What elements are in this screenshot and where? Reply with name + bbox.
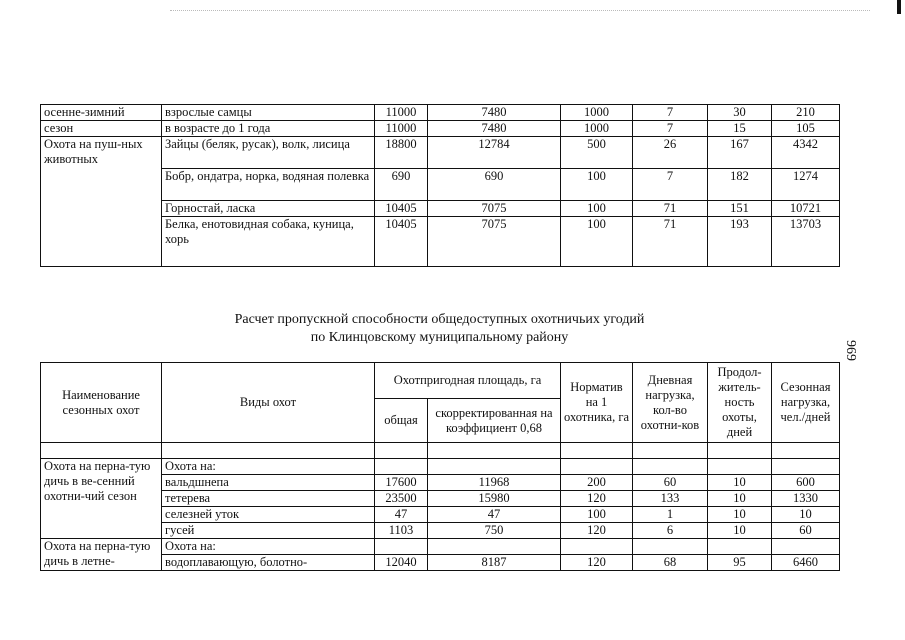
daily-cell: 60 — [633, 475, 708, 491]
header-norm: Норматив на 1 охотника, га — [561, 363, 633, 443]
daily-cell — [633, 459, 708, 475]
total-cell — [375, 539, 428, 555]
seasonal-cell: 10721 — [772, 201, 840, 217]
corrected-cell: 7075 — [428, 217, 561, 267]
seasonal-cell — [772, 459, 840, 475]
total-cell: 10405 — [375, 201, 428, 217]
corrected-cell: 8187 — [428, 555, 561, 571]
duration-cell: 95 — [708, 555, 772, 571]
kind-cell: Белка, енотовидная собака, куница, хорь — [162, 217, 375, 267]
daily-cell: 71 — [633, 217, 708, 267]
total-cell: 1103 — [375, 523, 428, 539]
duration-cell: 15 — [708, 121, 772, 137]
norm-cell: 120 — [561, 555, 633, 571]
corrected-cell: 7480 — [428, 105, 561, 121]
seasonal-cell: 13703 — [772, 217, 840, 267]
norm-cell: 500 — [561, 137, 633, 169]
total-cell: 10405 — [375, 217, 428, 267]
seasonal-cell: 60 — [772, 523, 840, 539]
norm-cell: 100 — [561, 201, 633, 217]
seasonal-cell: 1274 — [772, 169, 840, 201]
kind-cell: водоплавающую, болотно- — [162, 555, 375, 571]
norm-cell: 200 — [561, 475, 633, 491]
duration-cell — [708, 539, 772, 555]
duration-cell: 10 — [708, 475, 772, 491]
table-row — [41, 539, 840, 555]
norm-cell: 1000 — [561, 105, 633, 121]
total-cell: 12040 — [375, 555, 428, 571]
total-cell: 17600 — [375, 475, 428, 491]
seasonal-cell: 4342 — [772, 137, 840, 169]
daily-cell: 1 — [633, 507, 708, 523]
season-cell: осенне-зимний — [41, 105, 162, 121]
corrected-cell: 7075 — [428, 201, 561, 217]
kind-cell: гусей — [162, 523, 375, 539]
seasonal-cell: 600 — [772, 475, 840, 491]
total-cell — [375, 459, 428, 475]
total-cell: 11000 — [375, 121, 428, 137]
duration-cell: 151 — [708, 201, 772, 217]
duration-cell: 167 — [708, 137, 772, 169]
season-cell: Охота на перна-тую дичь в ве-сенний охотни-чий сезон — [41, 459, 162, 539]
kind-cell: Горностай, ласка — [162, 201, 375, 217]
kind-cell: тетерева — [162, 491, 375, 507]
duration-cell: 10 — [708, 491, 772, 507]
daily-cell: 7 — [633, 105, 708, 121]
total-cell: 18800 — [375, 137, 428, 169]
table-row — [41, 459, 840, 475]
table-row — [41, 121, 840, 137]
table-row — [41, 137, 840, 169]
corrected-cell — [428, 459, 561, 475]
seasonal-cell: 105 — [772, 121, 840, 137]
top-hunting-table — [40, 104, 840, 267]
header-corrected: скорректированная на коэффициент 0,68 — [428, 399, 561, 443]
corrected-cell: 7480 — [428, 121, 561, 137]
header-season: Наименование сезонных охот — [41, 363, 162, 443]
kind-cell: в возрасте до 1 года — [162, 121, 375, 137]
kind-cell: взрослые самцы — [162, 105, 375, 121]
corrected-cell: 11968 — [428, 475, 561, 491]
norm-cell: 1000 — [561, 121, 633, 137]
corrected-cell: 690 — [428, 169, 561, 201]
norm-cell: 120 — [561, 523, 633, 539]
kind-cell: Зайцы (беляк, русак), волк, лисица — [162, 137, 375, 169]
daily-cell: 26 — [633, 137, 708, 169]
total-cell: 47 — [375, 507, 428, 523]
page-number: 969 — [843, 340, 858, 361]
duration-cell: 10 — [708, 523, 772, 539]
duration-cell: 10 — [708, 507, 772, 523]
duration-cell: 182 — [708, 169, 772, 201]
norm-cell — [561, 539, 633, 555]
capacity-table — [40, 362, 840, 571]
seasonal-cell: 210 — [772, 105, 840, 121]
season-cell: Охота на перна-тую дичь в летне- — [41, 539, 162, 571]
section-title-line1: Расчет пропускной способности общедоступных охотничьих угодий — [234, 312, 645, 327]
daily-cell: 6 — [633, 523, 708, 539]
duration-cell: 193 — [708, 217, 772, 267]
header-area: Охотпригодная площадь, га — [375, 363, 561, 399]
corrected-cell — [428, 539, 561, 555]
scan-artifact-line — [170, 10, 870, 12]
daily-cell: 68 — [633, 555, 708, 571]
season-cell: сезон — [41, 121, 162, 137]
section-title-line2: по Клинцовскому муниципальному району — [310, 330, 569, 345]
duration-cell — [708, 459, 772, 475]
total-cell: 690 — [375, 169, 428, 201]
daily-cell: 7 — [633, 169, 708, 201]
corrected-cell: 47 — [428, 507, 561, 523]
header-total: общая — [375, 399, 428, 443]
norm-cell: 100 — [561, 507, 633, 523]
header-duration: Продол-житель-ность охоты, дней — [708, 363, 772, 443]
corrected-cell: 12784 — [428, 137, 561, 169]
kind-cell: Охота на: — [162, 539, 375, 555]
scan-corner-mark — [897, 0, 901, 14]
corrected-cell: 15980 — [428, 491, 561, 507]
duration-cell: 30 — [708, 105, 772, 121]
seasonal-cell — [772, 539, 840, 555]
kind-cell: Бобр, ондатра, норка, водяная полевка — [162, 169, 375, 201]
season-cell: Охота на пуш-ных животных — [41, 137, 162, 267]
kind-cell: селезней уток — [162, 507, 375, 523]
norm-cell — [561, 459, 633, 475]
norm-cell: 120 — [561, 491, 633, 507]
kind-cell: Охота на: — [162, 459, 375, 475]
daily-cell: 7 — [633, 121, 708, 137]
corrected-cell: 750 — [428, 523, 561, 539]
table-row — [41, 105, 840, 121]
daily-cell — [633, 539, 708, 555]
header-seasonal: Сезонная нагрузка, чел./дней — [772, 363, 840, 443]
header-daily: Дневная нагрузка, кол-во охотни-ков — [633, 363, 708, 443]
total-cell: 11000 — [375, 105, 428, 121]
header-kind: Виды охот — [162, 363, 375, 443]
daily-cell: 133 — [633, 491, 708, 507]
seasonal-cell: 10 — [772, 507, 840, 523]
seasonal-cell: 1330 — [772, 491, 840, 507]
norm-cell: 100 — [561, 169, 633, 201]
spacer-row — [41, 443, 840, 459]
kind-cell: вальдшнепа — [162, 475, 375, 491]
norm-cell: 100 — [561, 217, 633, 267]
daily-cell: 71 — [633, 201, 708, 217]
seasonal-cell: 6460 — [772, 555, 840, 571]
total-cell: 23500 — [375, 491, 428, 507]
